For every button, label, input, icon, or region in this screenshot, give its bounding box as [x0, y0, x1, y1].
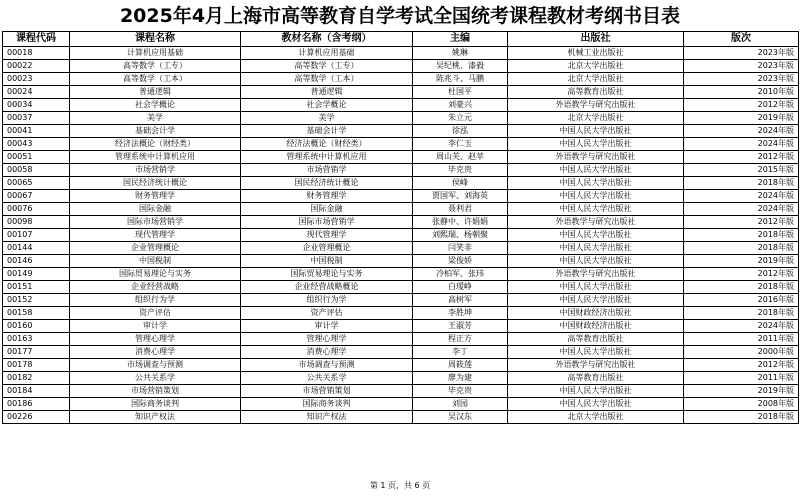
cell-course-code: 00034 [3, 99, 70, 112]
cell-publisher: 中国财政经济出版社 [508, 320, 684, 333]
column-header-course-name: 课程名称 [70, 32, 241, 47]
cell-publisher: 中国人民大学出版社 [508, 255, 684, 268]
cell-edition: 2012年版 [684, 151, 799, 164]
cell-course-name: 现代管理学 [70, 229, 241, 242]
cell-publisher: 中国人民大学出版社 [508, 125, 684, 138]
cell-edition: 2018年版 [684, 411, 799, 424]
cell-edition: 2019年版 [684, 255, 799, 268]
cell-course-code: 00065 [3, 177, 70, 190]
cell-course-name: 中国税制 [70, 255, 241, 268]
cell-edition: 2012年版 [684, 268, 799, 281]
cell-course-code: 00149 [3, 268, 70, 281]
table-row [3, 268, 799, 281]
cell-course-name: 公共关系学 [70, 372, 241, 385]
cell-edition: 2000年版 [684, 346, 799, 359]
cell-course-name: 国际市场营销学 [70, 216, 241, 229]
cell-edition: 2024年版 [684, 190, 799, 203]
table-row [3, 112, 799, 125]
cell-course-name: 知识产权法 [70, 411, 241, 424]
cell-textbook-name: 经济法概论（财经类） [241, 138, 413, 151]
cell-textbook-name: 公共关系学 [241, 372, 413, 385]
cell-editor: 王淑芳 [413, 320, 508, 333]
cell-textbook-name: 高等数学（工专） [241, 60, 413, 73]
cell-publisher: 中国人民大学出版社 [508, 164, 684, 177]
page-footer: 第 1 页，共 6 页 [369, 481, 431, 490]
cell-publisher: 北京大学出版社 [508, 60, 684, 73]
table-row [3, 242, 799, 255]
cell-course-name: 管理心理学 [70, 333, 241, 346]
cell-course-code: 00163 [3, 333, 70, 346]
cell-textbook-name: 社会学概论 [241, 99, 413, 112]
cell-publisher: 外语教学与研究出版社 [508, 216, 684, 229]
cell-edition: 2011年版 [684, 333, 799, 346]
cell-editor: 周山芙、赵苹 [413, 151, 508, 164]
cell-textbook-name: 市场营销学 [241, 164, 413, 177]
table-row [3, 164, 799, 177]
table-row [3, 281, 799, 294]
table-row [3, 359, 799, 372]
table-row [3, 229, 799, 242]
cell-textbook-name: 管理系统中计算机应用 [241, 151, 413, 164]
column-header-course-code: 课程代码 [3, 32, 70, 47]
cell-course-name: 资产评估 [70, 307, 241, 320]
cell-course-code: 00043 [3, 138, 70, 151]
cell-edition: 2023年版 [684, 47, 799, 60]
cell-edition: 2018年版 [684, 229, 799, 242]
cell-editor: 毕克贵 [413, 385, 508, 398]
cell-textbook-name: 计算机应用基础 [241, 47, 413, 60]
cell-course-code: 00177 [3, 346, 70, 359]
table-row [3, 346, 799, 359]
cell-editor: 陈兆斗、马鹏 [413, 73, 508, 86]
cell-editor: 高树军 [413, 294, 508, 307]
cell-textbook-name: 国民经济统计概论 [241, 177, 413, 190]
cell-course-name: 普通逻辑 [70, 86, 241, 99]
table-row [3, 411, 799, 424]
cell-editor: 吴汉东 [413, 411, 508, 424]
cell-course-name: 美学 [70, 112, 241, 125]
table-row [3, 47, 799, 60]
cell-publisher: 北京大学出版社 [508, 411, 684, 424]
cell-textbook-name: 企业经营战略概论 [241, 281, 413, 294]
table-row [3, 307, 799, 320]
table-row [3, 203, 799, 216]
cell-course-name: 审计学 [70, 320, 241, 333]
table-row [3, 216, 799, 229]
cell-course-code: 00152 [3, 294, 70, 307]
cell-editor: 毕克贵 [413, 164, 508, 177]
cell-publisher: 中国人民大学出版社 [508, 177, 684, 190]
cell-publisher: 外语教学与研究出版社 [508, 151, 684, 164]
cell-course-name: 组织行为学 [70, 294, 241, 307]
cell-course-code: 00160 [3, 320, 70, 333]
cell-editor: 李胜坤 [413, 307, 508, 320]
cell-publisher: 外语教学与研究出版社 [508, 268, 684, 281]
cell-publisher: 中国人民大学出版社 [508, 398, 684, 411]
cell-edition: 2008年版 [684, 398, 799, 411]
cell-publisher: 中国人民大学出版社 [508, 294, 684, 307]
cell-course-code: 00184 [3, 385, 70, 398]
cell-textbook-name: 企业管理概论 [241, 242, 413, 255]
cell-editor: 刘园 [413, 398, 508, 411]
cell-publisher: 外语教学与研究出版社 [508, 359, 684, 372]
cell-course-name: 财务管理学 [70, 190, 241, 203]
cell-edition: 2015年版 [684, 164, 799, 177]
cell-editor: 姚琳 [413, 47, 508, 60]
table-row [3, 60, 799, 73]
cell-edition: 2011年版 [684, 372, 799, 385]
cell-editor: 梁俊娇 [413, 255, 508, 268]
cell-course-code: 00144 [3, 242, 70, 255]
cell-edition: 2016年版 [684, 294, 799, 307]
table-row [3, 294, 799, 307]
cell-publisher: 中国人民大学出版社 [508, 281, 684, 294]
cell-edition: 2019年版 [684, 385, 799, 398]
cell-textbook-name: 消费心理学 [241, 346, 413, 359]
table-row [3, 372, 799, 385]
cell-edition: 2012年版 [684, 99, 799, 112]
cell-editor: 冷柏军、张玮 [413, 268, 508, 281]
cell-course-code: 00226 [3, 411, 70, 424]
table-row [3, 99, 799, 112]
cell-course-code: 00037 [3, 112, 70, 125]
cell-publisher: 中国人民大学出版社 [508, 385, 684, 398]
table-row [3, 255, 799, 268]
cell-edition: 2018年版 [684, 177, 799, 190]
cell-textbook-name: 中国税制 [241, 255, 413, 268]
cell-course-code: 00023 [3, 73, 70, 86]
cell-course-name: 市场调查与预测 [70, 359, 241, 372]
column-header-editor: 主编 [413, 32, 508, 47]
cell-textbook-name: 美学 [241, 112, 413, 125]
cell-course-name: 国际商务谈判 [70, 398, 241, 411]
cell-edition: 2010年版 [684, 86, 799, 99]
cell-editor: 李仁玉 [413, 138, 508, 151]
cell-editor: 李丁 [413, 346, 508, 359]
cell-textbook-name: 国际商务谈判 [241, 398, 413, 411]
cell-textbook-name: 市场营销策划 [241, 385, 413, 398]
cell-course-name: 管理系统中计算机应用 [70, 151, 241, 164]
cell-edition: 2024年版 [684, 320, 799, 333]
cell-edition: 2012年版 [684, 216, 799, 229]
table-row [3, 138, 799, 151]
cell-course-name: 消费心理学 [70, 346, 241, 359]
cell-editor: 白瑷峥 [413, 281, 508, 294]
cell-editor: 聂利君 [413, 203, 508, 216]
cell-course-name: 企业管理概论 [70, 242, 241, 255]
cell-publisher: 高等教育出版社 [508, 86, 684, 99]
cell-edition: 2018年版 [684, 242, 799, 255]
page-title: 2025年4月上海市高等教育自学考试全国统考课程教材考纲书目表 [119, 5, 681, 27]
table-row [3, 190, 799, 203]
cell-course-name: 基础会计学 [70, 125, 241, 138]
textbook-table [2, 31, 799, 424]
cell-publisher: 高等教育出版社 [508, 333, 684, 346]
cell-textbook-name: 管理心理学 [241, 333, 413, 346]
cell-editor: 张静中、许娟娟 [413, 216, 508, 229]
cell-course-name: 国际贸易理论与实务 [70, 268, 241, 281]
cell-course-name: 计算机应用基础 [70, 47, 241, 60]
column-header-edition: 版次 [684, 32, 799, 47]
cell-publisher: 中国人民大学出版社 [508, 346, 684, 359]
cell-course-code: 00067 [3, 190, 70, 203]
table-body [3, 47, 799, 424]
cell-edition: 2018年版 [684, 281, 799, 294]
cell-course-code: 00024 [3, 86, 70, 99]
cell-course-code: 00018 [3, 47, 70, 60]
cell-course-name: 高等数学（工本） [70, 73, 241, 86]
cell-editor: 贾国军、刘海英 [413, 190, 508, 203]
cell-edition: 2024年版 [684, 125, 799, 138]
cell-course-name: 企业经营战略 [70, 281, 241, 294]
cell-publisher: 外语教学与研究出版社 [508, 99, 684, 112]
cell-textbook-name: 组织行为学 [241, 294, 413, 307]
cell-textbook-name: 知识产权法 [241, 411, 413, 424]
cell-publisher: 机械工业出版社 [508, 47, 684, 60]
cell-course-code: 00151 [3, 281, 70, 294]
cell-edition: 2024年版 [684, 138, 799, 151]
cell-course-code: 00158 [3, 307, 70, 320]
cell-editor: 周筱莲 [413, 359, 508, 372]
cell-textbook-name: 国际贸易理论与实务 [241, 268, 413, 281]
cell-editor: 刘豪兴 [413, 99, 508, 112]
cell-editor: 杜国平 [413, 86, 508, 99]
column-header-textbook-name: 教材名称（含考纲） [241, 32, 413, 47]
cell-course-code: 00107 [3, 229, 70, 242]
table-row [3, 320, 799, 333]
table-row [3, 151, 799, 164]
cell-publisher: 中国财政经济出版社 [508, 307, 684, 320]
cell-editor: 闫笑非 [413, 242, 508, 255]
table-row [3, 73, 799, 86]
cell-course-code: 00098 [3, 216, 70, 229]
table-row [3, 125, 799, 138]
cell-editor: 程正方 [413, 333, 508, 346]
cell-course-name: 经济法概论（财经类） [70, 138, 241, 151]
table-row [3, 86, 799, 99]
cell-publisher: 中国人民大学出版社 [508, 190, 684, 203]
cell-edition: 2018年版 [684, 307, 799, 320]
cell-course-name: 国际金融 [70, 203, 241, 216]
cell-course-name: 国民经济统计概论 [70, 177, 241, 190]
cell-editor: 徐泓 [413, 125, 508, 138]
cell-course-name: 市场营销策划 [70, 385, 241, 398]
cell-textbook-name: 财务管理学 [241, 190, 413, 203]
cell-course-name: 市场营销学 [70, 164, 241, 177]
cell-publisher: 中国人民大学出版社 [508, 203, 684, 216]
cell-course-code: 00182 [3, 372, 70, 385]
column-header-publisher: 出版社 [508, 32, 684, 47]
cell-textbook-name: 国际金融 [241, 203, 413, 216]
cell-course-code: 00022 [3, 60, 70, 73]
cell-course-name: 高等数学（工专） [70, 60, 241, 73]
cell-course-code: 00178 [3, 359, 70, 372]
cell-editor: 朱立元 [413, 112, 508, 125]
cell-textbook-name: 审计学 [241, 320, 413, 333]
cell-edition: 2023年版 [684, 73, 799, 86]
cell-editor: 刘熙瑞、杨朝聚 [413, 229, 508, 242]
cell-textbook-name: 国际市场营销学 [241, 216, 413, 229]
table-row [3, 385, 799, 398]
cell-course-code: 00051 [3, 151, 70, 164]
cell-publisher: 中国人民大学出版社 [508, 229, 684, 242]
cell-textbook-name: 高等数学（工本） [241, 73, 413, 86]
cell-course-code: 00146 [3, 255, 70, 268]
cell-course-code: 00041 [3, 125, 70, 138]
table-row [3, 177, 799, 190]
table-row [3, 333, 799, 346]
cell-course-name: 社会学概论 [70, 99, 241, 112]
cell-textbook-name: 普通逻辑 [241, 86, 413, 99]
cell-edition: 2024年版 [684, 203, 799, 216]
table-header-row [3, 32, 799, 47]
cell-editor: 吴纪桃、漆毅 [413, 60, 508, 73]
table-row [3, 398, 799, 411]
cell-edition: 2023年版 [684, 60, 799, 73]
cell-publisher: 北京大学出版社 [508, 73, 684, 86]
cell-textbook-name: 市场调查与预测 [241, 359, 413, 372]
cell-publisher: 北京大学出版社 [508, 112, 684, 125]
cell-publisher: 中国人民大学出版社 [508, 242, 684, 255]
cell-edition: 2012年版 [684, 359, 799, 372]
cell-textbook-name: 基础会计学 [241, 125, 413, 138]
cell-textbook-name: 资产评估 [241, 307, 413, 320]
cell-publisher: 高等教育出版社 [508, 372, 684, 385]
cell-editor: 侯峰 [413, 177, 508, 190]
cell-course-code: 00186 [3, 398, 70, 411]
cell-editor: 廖为建 [413, 372, 508, 385]
cell-textbook-name: 现代管理学 [241, 229, 413, 242]
cell-publisher: 中国人民大学出版社 [508, 138, 684, 151]
cell-course-code: 00058 [3, 164, 70, 177]
cell-edition: 2019年版 [684, 112, 799, 125]
cell-course-code: 00076 [3, 203, 70, 216]
